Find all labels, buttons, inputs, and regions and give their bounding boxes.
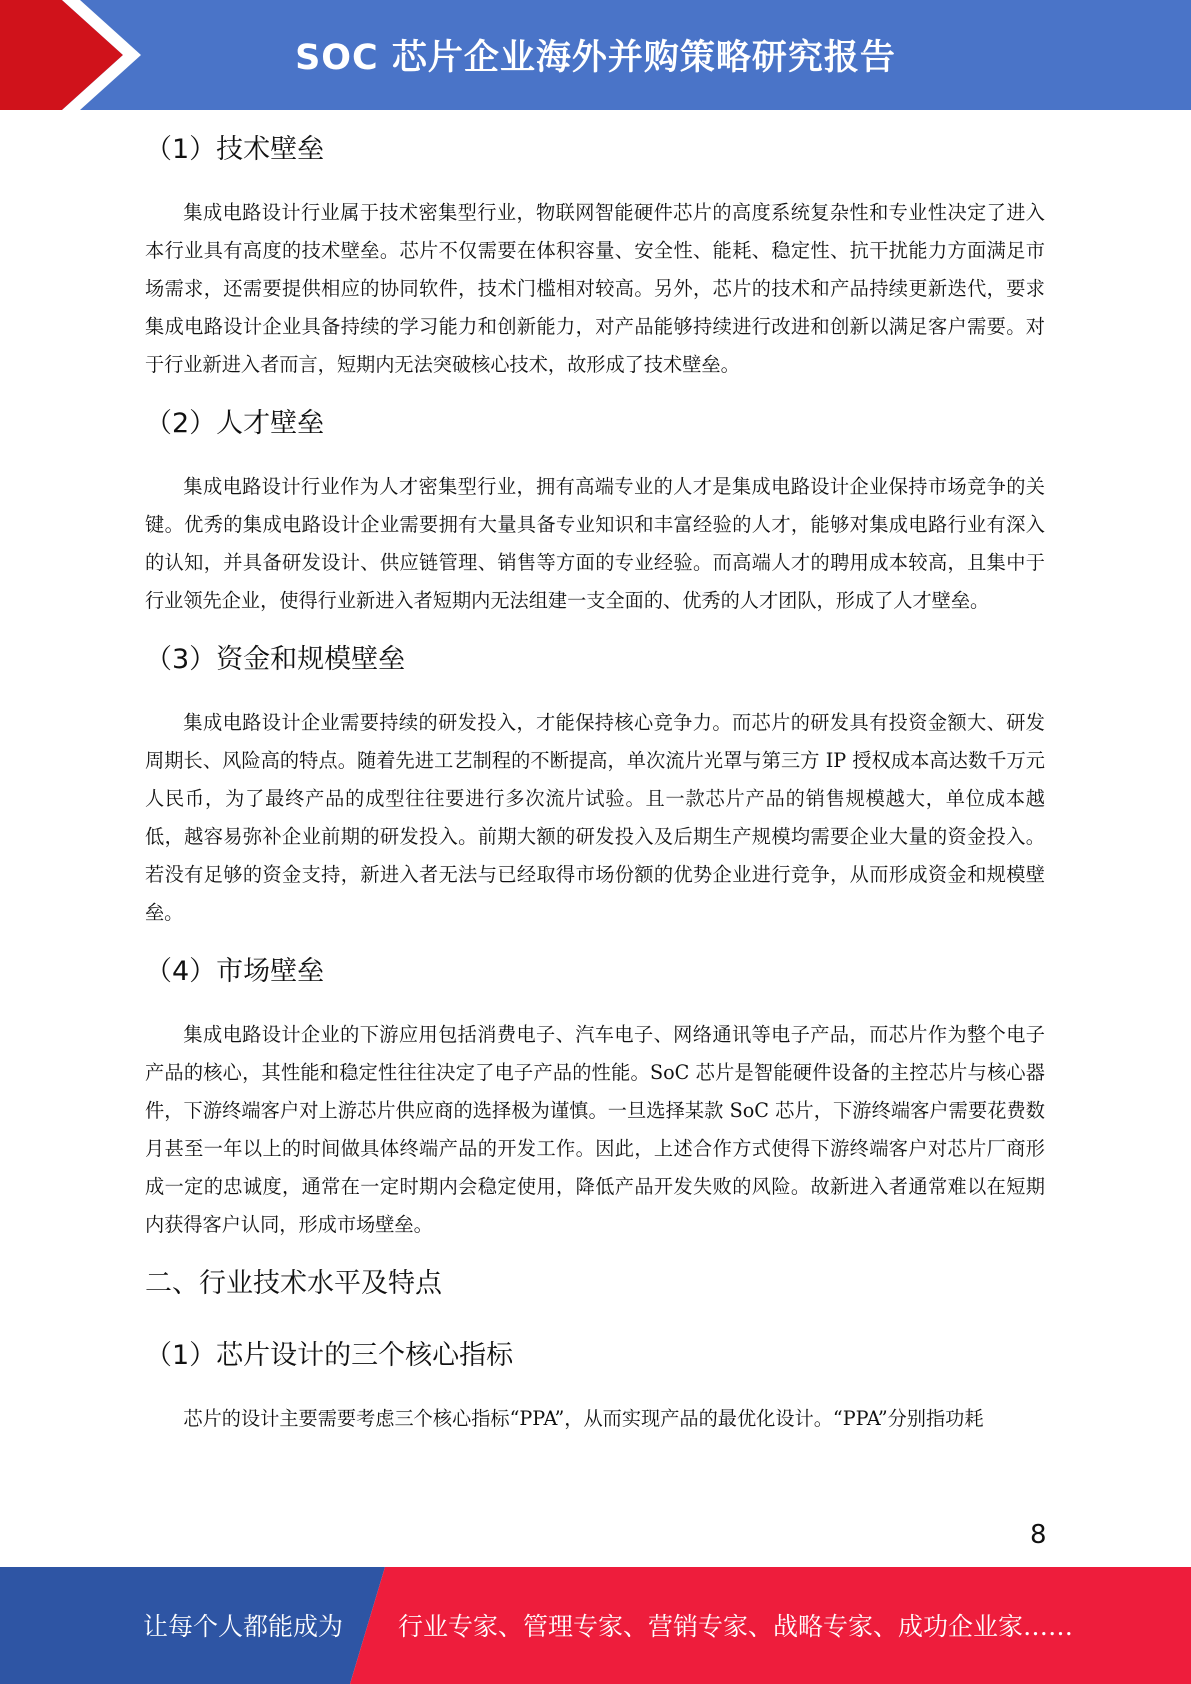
chapter-subheading: （1）芯片设计的三个核心指标 <box>145 1340 514 1371</box>
section-heading-talent-barrier: （2）人才壁垒 <box>145 408 325 439</box>
section-paragraph-capital-barrier: 集成电路设计企业需要持续的研发投入，才能保持核心竞争力。而芯片的研发具有投资金额大、研发周期长、风险高的特点。随着先进工艺制程的不断提高，单次流片光罩与第三方 IP 授权成本高达数千万元人民币，为了最终产品的成型往往要进行多次流片试验。且一款芯片产品的销售规模越大，单位成本越低，越容易弥补企业前期的研发投入。前期大额的研发投入及后期生产规模均需要企业大量的资金投入。若没有足够的资金支持，新进入者无法与已经取得市场份额的优势企业进行竞争，从而形成资金和规模壁垒。 <box>145 711 1045 924</box>
section-paragraph-talent-barrier: 集成电路设计行业作为人才密集型行业，拥有高端专业的人才是集成电路设计企业保持市场竞争的关键。优秀的集成电路设计企业需要拥有大量具备专业知识和丰富经验的人才，能够对集成电路行业有深入的认知，并具备研发设计、供应链管理、销售等方面的专业经验。而高端人才的聘用成本较高，且集中于行业领先企业，使得行业新进入者短期内无法组建一支全面的、优秀的人才团队，形成了人才壁垒。 <box>145 475 1045 612</box>
section-heading-tech-barrier: （1）技术壁垒 <box>145 134 325 165</box>
page-body <box>145 128 1045 1456</box>
chapter-paragraph: 芯片的设计主要需要考虑三个核心指标“PPA”，从而实现产品的最优化设计。“PPA”分别指功耗 <box>183 1407 984 1430</box>
footer-slogan-left: 让每个人都能成为 <box>143 1612 344 1641</box>
report-title: SOC 芯片企业海外并购策略研究报告 <box>295 38 896 78</box>
page-number: 8 <box>1030 1520 1047 1550</box>
section-heading-market-barrier: （4）市场壁垒 <box>145 956 325 987</box>
section-heading-capital-barrier: （3）资金和规模壁垒 <box>145 644 406 675</box>
footer-slogan-right: 行业专家、管理专家、营销专家、战略专家、成功企业家…… <box>398 1612 1074 1641</box>
page-footer <box>0 1567 1191 1684</box>
section-paragraph-market-barrier: 集成电路设计企业的下游应用包括消费电子、汽车电子、网络通讯等电子产品，而芯片作为整个电子产品的核心，其性能和稳定性往往决定了电子产品的性能。SoC 芯片是智能硬件设备的主控芯片与核心器件，下游终端客户对上游芯片供应商的选择极为谨慎。一旦选择某款 SoC 芯片，下游终端客户需要花费数月甚至一年以上的时间做具体终端产品的开发工作。因此，上述合作方式使得下游终端客户对芯片厂商形成一定的忠诚度，通常在一定时期内会稳定使用，降低产品开发失败的风险。故新进入者通常难以在短期内获得客户认同，形成市场壁垒。 <box>145 1023 1045 1236</box>
page-header <box>0 0 1191 110</box>
chapter-heading: 二、行业技术水平及特点 <box>145 1268 442 1299</box>
section-paragraph-tech-barrier: 集成电路设计行业属于技术密集型行业，物联网智能硬件芯片的高度系统复杂性和专业性决定了进入本行业具有高度的技术壁垒。芯片不仅需要在体积容量、安全性、能耗、稳定性、抗干扰能力方面满足市场需求，还需要提供相应的协同软件，技术门槛相对较高。另外，芯片的技术和产品持续更新迭代，要求集成电路设计企业具备持续的学习能力和创新能力，对产品能够持续进行改进和创新以满足客户需要。对于行业新进入者而言，短期内无法突破核心技术，故形成了技术壁垒。 <box>145 201 1045 376</box>
